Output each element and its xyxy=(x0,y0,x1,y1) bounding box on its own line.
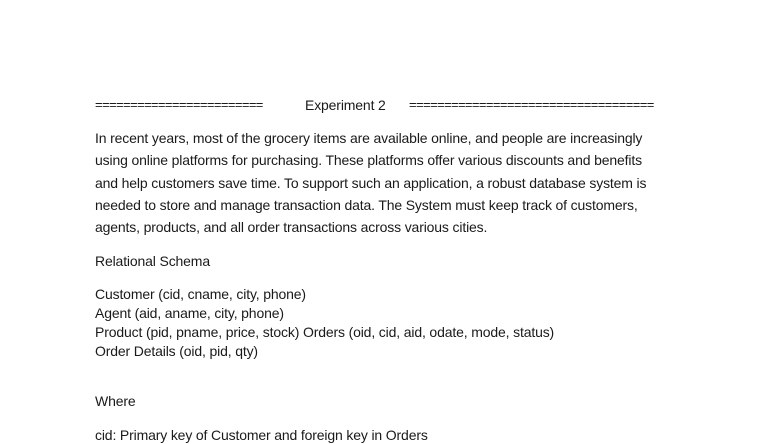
heading-left-rule: ======================== xyxy=(95,97,263,112)
definition-line: cid: Primary key of Customer and foreign key in Orders xyxy=(95,427,428,444)
intro-line: and help customers save time. To support such an application, a robust database system is xyxy=(95,174,647,191)
schema-line-agent: Agent (aid, aname, city, phone) xyxy=(95,305,284,322)
schema-line-customer: Customer (cid, cname, city, phone) xyxy=(95,286,306,303)
where-heading: Where xyxy=(95,393,136,410)
experiment-heading xyxy=(95,96,695,114)
intro-line: using online platforms for purchasing. These platforms offer various discounts and benefits xyxy=(95,152,642,169)
schema-heading: Relational Schema xyxy=(95,253,210,270)
heading-right-rule: =================================== xyxy=(409,97,654,112)
schema-list xyxy=(95,285,695,361)
document-body xyxy=(95,96,695,444)
schema-line-order-details: Order Details (oid, pid, qty) xyxy=(95,343,258,360)
intro-line: agents, products, and all order transactions across various cities. xyxy=(95,219,488,236)
intro-paragraph xyxy=(95,127,680,238)
intro-line: needed to store and manage transaction data. The System must keep track of customers, xyxy=(95,196,638,213)
schema-line-product-orders: Product (pid, pname, price, stock) Orders (oid, cid, aid, odate, mode, status) xyxy=(95,324,555,341)
intro-line: In recent years, most of the grocery items are available online, and people are increasingly xyxy=(95,130,643,146)
heading-title: Experiment 2 xyxy=(305,97,386,113)
